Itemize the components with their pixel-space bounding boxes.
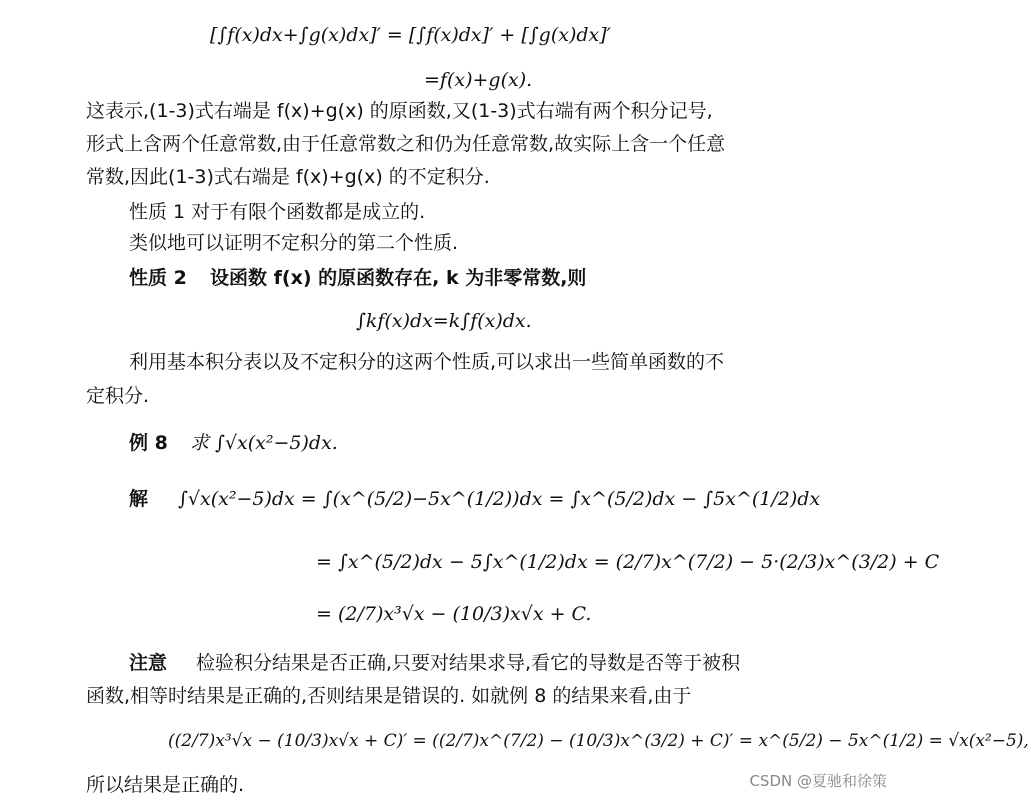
property-2-label: 性质 2 (129, 267, 187, 289)
paragraph-line: 函数,相等时结果是正确的,否则结果是错误的. 如就例 8 的结果来看,由于 (86, 685, 692, 707)
note-label: 注意 (129, 652, 168, 674)
solution-step-1: ∫√x(x²−5)dx = ∫(x^(5/2)−5x^(1/2))dx = ∫x^(5/2)dx − ∫5x^(1/2)dx (178, 488, 821, 510)
paragraph-line: 检验积分结果是否正确,只要对结果求导,看它的导数是否等于被积 (196, 652, 741, 674)
solution-step-2: = ∫x^(5/2)dx − 5∫x^(1/2)dx = (2/7)x^(7/2) − 5·(2/3)x^(3/2) + C (316, 551, 940, 573)
paragraph-line: 常数,因此(1-3)式右端是 f(x)+g(x) 的不定积分. (86, 166, 490, 188)
equation-sum-derivative: [∫f(x)dx+∫g(x)dx]′ = [∫f(x)dx]′ + [∫g(x)dx]′ (210, 24, 611, 46)
watermark: CSDN @夏驰和徐策 (749, 772, 887, 790)
equation-verification: ((2/7)x³√x − (10/3)x√x + C)′ = ((2/7)x^(7/2) − (10/3)x^(3/2) + C)′ = x^(5/2) − 5x^(1/2) = √x(x²−5), (168, 731, 1029, 751)
solution-step-3: = (2/7)x³√x − (10/3)x√x + C. (316, 603, 592, 625)
paragraph-line: 形式上含两个任意常数,由于任意常数之和仍为任意常数,故实际上含一个任意 (86, 133, 726, 155)
paragraph-line: 这表示,(1-3)式右端是 f(x)+g(x) 的原函数,又(1-3)式右端有两个积分记号, (86, 100, 713, 122)
paragraph-line: 定积分. (86, 385, 150, 407)
paragraph-line: 性质 1 对于有限个函数都是成立的. (129, 201, 426, 223)
example-8-label: 例 8 (129, 432, 168, 454)
property-2-text: 设函数 f(x) 的原函数存在, k 为非零常数,则 (210, 267, 587, 289)
solution-label: 解 (129, 488, 149, 510)
paragraph-line: 类似地可以证明不定积分的第二个性质. (129, 232, 459, 254)
example-8-statement: 求 ∫√x(x²−5)dx. (190, 432, 338, 454)
equation-constant-multiple: ∫kf(x)dx=k∫f(x)dx. (356, 310, 532, 332)
paragraph-line: 所以结果是正确的. (86, 774, 245, 796)
paragraph-line: 利用基本积分表以及不定积分的这两个性质,可以求出一些简单函数的不 (129, 351, 725, 373)
equation-sum-result: =f(x)+g(x). (424, 69, 533, 91)
